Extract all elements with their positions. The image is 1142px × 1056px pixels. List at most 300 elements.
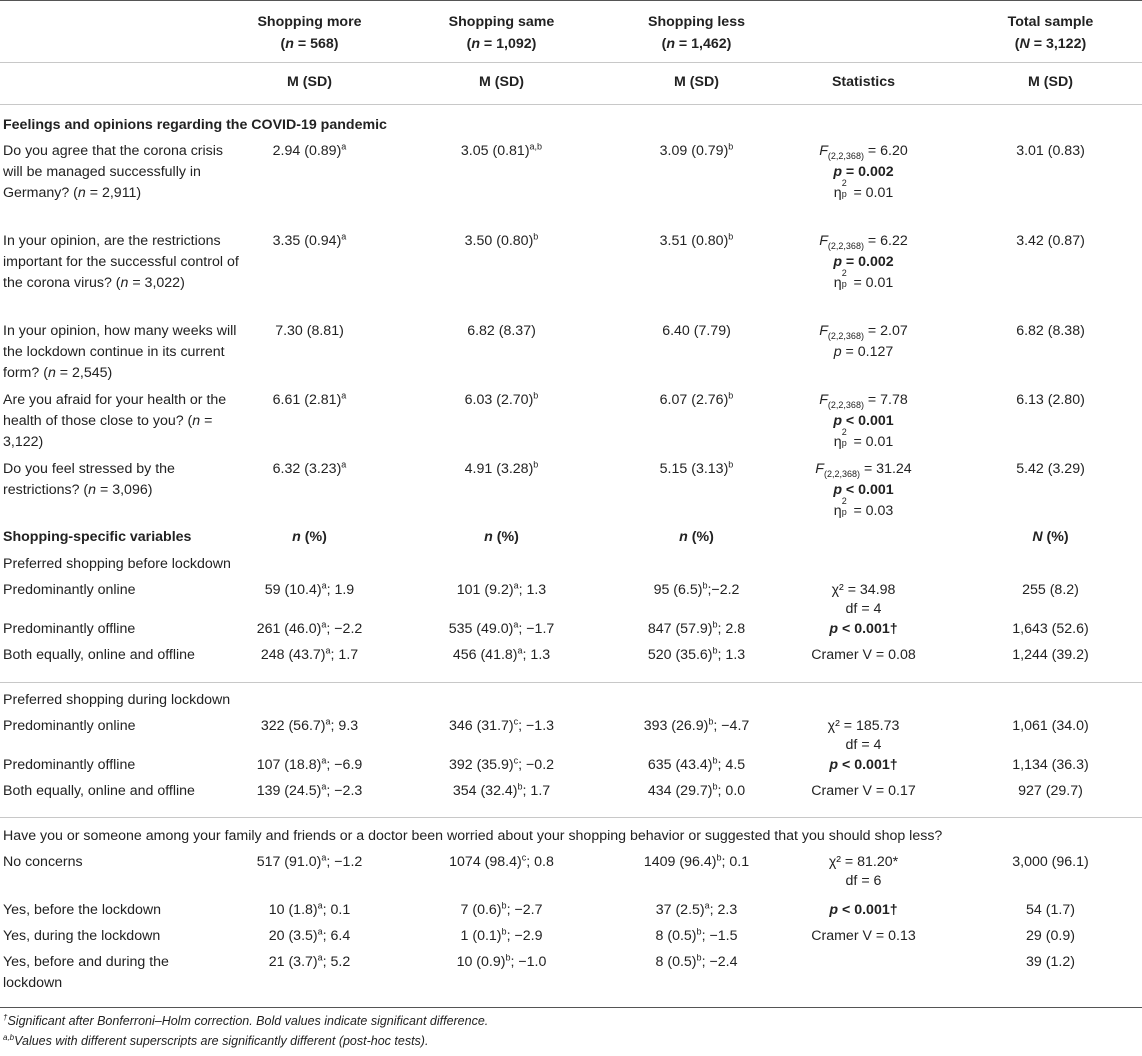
mean-sd-value: 6.03 (2.70) [464, 392, 534, 408]
total-mean-sd: 3.01 (0.83) [1016, 143, 1085, 159]
n-value: 1,462 [691, 36, 727, 52]
f-df: (2,2,368) [827, 399, 864, 410]
post-hoc-superscript: a [341, 141, 347, 152]
footnote-bonferroni [3, 1014, 488, 1028]
f-label: F [819, 323, 828, 339]
mean-sd-same [424, 459, 579, 480]
total-count: 255 (8.2) [1022, 582, 1079, 598]
col-header-total-sample: Total sample (N = 3,122) [1007, 14, 1094, 52]
adjusted-residual: ; −2.7 [506, 902, 543, 918]
eta-sub: p [841, 507, 847, 517]
post-hoc-superscript: a [321, 755, 327, 766]
eta-sup: 2 [841, 496, 847, 506]
footnote-mark: † [3, 1012, 8, 1022]
group-label: Have you or someone among your family and friends or a doctor been worried about your shopping behavior or suggested that you should shop less? [3, 828, 943, 844]
count-same [424, 900, 579, 921]
post-hoc-superscript: b [728, 459, 734, 470]
chi-square: χ² = 185.73 [827, 718, 900, 734]
adjusted-residual: ; 0.1 [721, 854, 750, 870]
n-percent-head: n (%) [484, 529, 519, 545]
f-label: F [819, 233, 828, 249]
count-less [619, 716, 774, 737]
f-statistic [786, 231, 941, 252]
col-title: Shopping more [257, 14, 362, 30]
count-value: 517 (91.0) [256, 854, 322, 870]
count-value: 520 (35.6) [647, 647, 713, 663]
count-more [232, 952, 387, 973]
adjusted-residual: ; −1.2 [326, 854, 363, 870]
adjusted-residual: ; −6.9 [326, 757, 363, 773]
mean-sd-less [619, 141, 774, 162]
count-same [424, 781, 579, 802]
f-label: F [819, 392, 828, 408]
table-bottom-rule [0, 1007, 1142, 1008]
count-value: 139 (24.5) [256, 783, 322, 799]
post-hoc-superscript: b [501, 900, 507, 911]
footnote-text: Significant after Bonferroni–Holm correction. Bold values indicate significant difference. [7, 1014, 489, 1028]
cramer-v: Cramer V = 0.08 [811, 647, 916, 663]
p-value: p = 0.127 [833, 344, 894, 360]
post-hoc-superscript: a [321, 580, 327, 591]
post-hoc-superscript: b [501, 926, 507, 937]
post-hoc-superscript: a [341, 231, 347, 242]
degrees-of-freedom: df = 6 [845, 873, 882, 889]
mean-sd-value: 3.09 (0.79) [659, 143, 729, 159]
f-df: (2,2,368) [823, 468, 860, 479]
col-title: Total sample [1007, 14, 1094, 30]
f-label: F [819, 143, 828, 159]
mean-sd-less [619, 231, 774, 252]
count-less [619, 926, 774, 947]
count-value: 107 (18.8) [256, 757, 322, 773]
eta-value: = 0.01 [853, 275, 894, 291]
p-value: p < 0.001† [829, 621, 898, 637]
chi-square: χ² = 34.98 [831, 582, 896, 598]
mean-sd-same [424, 231, 579, 252]
eta-squared [786, 427, 941, 453]
n-label: N [1019, 36, 1030, 52]
stat-cell [786, 141, 941, 204]
mean-sd-less [619, 390, 774, 411]
chi-square: χ² = 81.20* [828, 854, 899, 870]
n-percent-head: n (%) [679, 529, 714, 545]
question-text: Do you feel stressed by the restrictions? (n = 3,096) [3, 461, 175, 498]
section-title-feelings: Feelings and opinions regarding the COVID-19 pandemic [3, 117, 387, 133]
total-mean-sd: 5.42 (3.29) [1016, 461, 1085, 477]
adjusted-residual: ; −2.4 [701, 954, 738, 970]
col-header-shopping-same: Shopping same (n = 1,092) [448, 14, 555, 52]
degrees-of-freedom: df = 4 [845, 601, 882, 617]
question-text: Are you afraid for your health or the health of those close to you? (n = 3,122) [3, 392, 227, 450]
eta-char: η [833, 503, 842, 519]
row-label: No concerns [3, 854, 83, 870]
post-hoc-superscript: b [712, 781, 718, 792]
eta-symbol [833, 178, 847, 204]
eta-value: = 0.01 [853, 434, 894, 450]
f-statistic [786, 141, 941, 162]
post-hoc-superscript: a [517, 645, 523, 656]
eta-squared [786, 268, 941, 294]
count-value: 95 (6.5) [653, 582, 703, 598]
count-more [232, 852, 387, 873]
table-top-rule [0, 0, 1142, 1]
eta-sub: p [841, 438, 847, 448]
count-value: 59 (10.4) [264, 582, 322, 598]
adjusted-residual: ; 4.5 [717, 757, 746, 773]
f-df: (2,2,368) [827, 150, 864, 161]
count-value: 535 (49.0) [448, 621, 514, 637]
adjusted-residual: ;−2.2 [707, 582, 740, 598]
count-value: 8 (0.5) [655, 954, 697, 970]
mean-sd-value: 3.05 (0.81) [460, 143, 530, 159]
row-label: Yes, before the lockdown [3, 902, 162, 918]
count-same [424, 716, 579, 737]
n-value: 1,092 [496, 36, 532, 52]
mean-sd-more [232, 231, 387, 252]
n-percent-head: n (%) [292, 529, 327, 545]
p-value: p < 0.001† [829, 757, 898, 773]
adjusted-residual: ; 1.3 [717, 647, 746, 663]
adjusted-residual: ; −0.2 [518, 757, 555, 773]
count-value: 1074 (98.4) [449, 854, 522, 870]
total-count: 3,000 (96.1) [1012, 854, 1089, 870]
adjusted-residual: ; −2.9 [506, 928, 543, 944]
adjusted-residual: ; 2.8 [717, 621, 746, 637]
n-value: 568 [310, 36, 334, 52]
count-value: 456 (41.8) [452, 647, 518, 663]
colhead-more-n [232, 527, 387, 548]
post-hoc-superscript: b [728, 231, 734, 242]
count-same [424, 926, 579, 947]
post-hoc-superscript: a [321, 852, 327, 863]
header-bottom-rule [0, 104, 1142, 105]
row-label: Predominantly online [3, 718, 136, 734]
mean-sd-same [424, 141, 579, 162]
col-title: Shopping same [448, 14, 555, 30]
adjusted-residual: ; −1.3 [518, 718, 555, 734]
post-hoc-superscript: b [708, 716, 714, 727]
post-hoc-superscript: b [533, 231, 539, 242]
question-text: Do you agree that the corona crisis will be managed successfully in Germany? (n = 2,911) [3, 143, 224, 201]
n-label: n [666, 36, 675, 52]
f-label: F [815, 461, 824, 477]
adjusted-residual: ; 1.7 [522, 783, 551, 799]
count-less [619, 645, 774, 666]
post-hoc-superscript: a [704, 900, 710, 911]
colhead-same-n [424, 527, 579, 548]
total-count: 39 (1.2) [1026, 954, 1075, 970]
count-less [619, 580, 774, 601]
post-hoc-superscript: a [513, 619, 519, 630]
f-value: = 6.22 [867, 233, 908, 249]
count-value: 635 (43.4) [647, 757, 713, 773]
post-hoc-superscript: c [521, 852, 527, 863]
n-percent-head-total: N (%) [1032, 529, 1069, 545]
eta-sup: 2 [841, 178, 847, 188]
section-title-shopping: Shopping-specific variables [3, 529, 192, 545]
total-count: 927 (29.7) [1018, 783, 1083, 799]
adjusted-residual: ; 5.2 [322, 954, 351, 970]
mean-sd-value: 3.50 (0.80) [464, 233, 534, 249]
post-hoc-superscript: a [341, 390, 347, 401]
mean-sd-value: 5.15 (3.13) [659, 461, 729, 477]
eta-squared [786, 178, 941, 204]
post-hoc-superscript: b [696, 926, 702, 937]
mean-sd-value: 3.35 (0.94) [272, 233, 342, 249]
count-same [424, 952, 579, 973]
mean-sd-value: 6.32 (3.23) [272, 461, 342, 477]
mean-sd-value: 6.07 (2.76) [659, 392, 729, 408]
count-same [424, 619, 579, 640]
stat-cell [786, 390, 941, 453]
mean-sd-less [619, 321, 774, 342]
group-label: Preferred shopping before lockdown [3, 556, 231, 572]
total-mean-sd: 3.42 (0.87) [1016, 233, 1085, 249]
group-label: Preferred shopping during lockdown [3, 692, 231, 708]
adjusted-residual: ; 9.3 [330, 718, 359, 734]
total-count: 1,061 (34.0) [1012, 718, 1089, 734]
adjusted-residual: ; 1.3 [522, 647, 551, 663]
count-value: 7 (0.6) [460, 902, 502, 918]
eta-char: η [833, 434, 842, 450]
count-more [232, 580, 387, 601]
mean-sd-value: 6.61 (2.81) [272, 392, 342, 408]
mean-sd-same [424, 390, 579, 411]
question-text: In your opinion, are the restrictions important for the successful control of the corona virus? (n = 3,022) [3, 233, 239, 291]
count-more [232, 900, 387, 921]
col-header-shopping-more: Shopping more (n = 568) [257, 14, 362, 52]
post-hoc-superscript: b [533, 459, 539, 470]
count-value: 21 (3.7) [268, 954, 318, 970]
colhead-less-n [619, 527, 774, 548]
count-more [232, 716, 387, 737]
p-value: p < 0.001 [833, 413, 894, 429]
post-hoc-superscript: b [533, 390, 539, 401]
count-less [619, 755, 774, 776]
row-label: Yes, before and during the lockdown [3, 954, 169, 991]
eta-value: = 0.03 [853, 503, 894, 519]
stat-cell [786, 231, 941, 294]
adjusted-residual: ; 6.4 [322, 928, 351, 944]
count-value: 37 (2.5) [655, 902, 705, 918]
n-value: 3,122 [1045, 36, 1082, 52]
post-hoc-superscript: a [321, 619, 327, 630]
count-value: 261 (46.0) [256, 621, 322, 637]
stat-cell [786, 321, 941, 363]
count-same [424, 852, 579, 873]
adjusted-residual: ; 0.0 [717, 783, 746, 799]
cramer-v: Cramer V = 0.13 [811, 928, 916, 944]
degrees-of-freedom: df = 4 [845, 737, 882, 753]
stat-cell [786, 459, 941, 522]
group-divider-2 [0, 817, 1142, 818]
question-text: In your opinion, how many weeks will the lockdown continue in its current form? (n = 2,545) [3, 323, 237, 381]
count-value: 20 (3.5) [268, 928, 318, 944]
total-mean-sd: 6.82 (8.38) [1016, 323, 1085, 339]
post-hoc-superscript: c [513, 755, 519, 766]
p-value: p = 0.002 [833, 164, 894, 180]
adjusted-residual: ; 1.3 [518, 582, 547, 598]
count-value: 8 (0.5) [655, 928, 697, 944]
post-hoc-superscript: b [517, 781, 523, 792]
count-more [232, 645, 387, 666]
total-count: 29 (0.9) [1026, 928, 1075, 944]
count-same [424, 580, 579, 601]
mean-sd-same [424, 321, 579, 342]
subhead-more: M (SD) [287, 74, 332, 90]
row-label: Predominantly offline [3, 757, 136, 773]
eta-squared [786, 496, 941, 522]
count-value: 10 (1.8) [268, 902, 318, 918]
count-value: 434 (29.7) [647, 783, 713, 799]
post-hoc-superscript: b [716, 852, 722, 863]
eta-sup: 2 [841, 268, 847, 278]
f-value: = 7.78 [867, 392, 908, 408]
count-value: 1 (0.1) [460, 928, 502, 944]
subhead-less: M (SD) [674, 74, 719, 90]
count-less [619, 900, 774, 921]
footnote-mark: a,b [3, 1032, 15, 1042]
eta-symbol [833, 427, 847, 453]
adjusted-residual: ; −2.3 [326, 783, 363, 799]
total-count: 1,134 (36.3) [1012, 757, 1089, 773]
count-value: 346 (31.7) [448, 718, 514, 734]
post-hoc-superscript: a,b [529, 141, 543, 152]
eta-sup: 2 [841, 427, 847, 437]
mean-sd-more [232, 141, 387, 162]
post-hoc-superscript: b [696, 952, 702, 963]
f-statistic [786, 390, 941, 411]
footnote-text: Values with different superscripts are significantly different (post-hoc tests). [14, 1034, 429, 1048]
count-less [619, 781, 774, 802]
f-df: (2,2,368) [827, 330, 864, 341]
row-label: Both equally, online and offline [3, 647, 195, 663]
post-hoc-superscript: a [341, 459, 347, 470]
post-hoc-superscript: b [728, 390, 734, 401]
eta-symbol [833, 268, 847, 294]
total-mean-sd: 6.13 (2.80) [1016, 392, 1085, 408]
count-value: 354 (32.4) [452, 783, 518, 799]
count-more [232, 619, 387, 640]
post-hoc-superscript: a [321, 781, 327, 792]
f-value: = 31.24 [863, 461, 912, 477]
count-value: 393 (26.9) [643, 718, 709, 734]
header-divider [0, 62, 1142, 63]
post-hoc-superscript: a [317, 952, 323, 963]
eta-char: η [833, 185, 842, 201]
post-hoc-superscript: b [728, 141, 734, 152]
adjusted-residual: ; 0.8 [526, 854, 554, 870]
adjusted-residual: ; −1.5 [701, 928, 738, 944]
eta-symbol [833, 496, 847, 522]
adjusted-residual: ; −2.2 [326, 621, 363, 637]
count-same [424, 755, 579, 776]
f-value: = 6.20 [867, 143, 908, 159]
mean-sd-more [232, 390, 387, 411]
f-df: (2,2,368) [827, 240, 864, 251]
count-less [619, 852, 774, 873]
cramer-v: Cramer V = 0.17 [811, 783, 916, 799]
mean-sd-value: 6.40 (7.79) [662, 323, 731, 339]
count-value: 10 (0.9) [456, 954, 506, 970]
adjusted-residual: ; 1.9 [326, 582, 355, 598]
post-hoc-superscript: a [325, 716, 331, 727]
group-divider-1 [0, 682, 1142, 683]
eta-value: = 0.01 [853, 185, 894, 201]
adjusted-residual: ; −4.7 [713, 718, 750, 734]
mean-sd-value: 6.82 (8.37) [467, 323, 536, 339]
mean-sd-less [619, 459, 774, 480]
eta-sub: p [841, 189, 847, 199]
post-hoc-superscript: c [513, 716, 519, 727]
total-count: 1,244 (39.2) [1012, 647, 1089, 663]
count-less [619, 952, 774, 973]
count-less [619, 619, 774, 640]
p-value: p = 0.002 [833, 254, 894, 270]
count-value: 1409 (96.4) [643, 854, 717, 870]
eta-sub: p [841, 279, 847, 289]
subhead-statistics: Statistics [831, 74, 896, 90]
f-statistic [786, 459, 941, 480]
adjusted-residual: ; 2.3 [709, 902, 738, 918]
p-value: p < 0.001 [833, 482, 894, 498]
total-count: 1,643 (52.6) [1012, 621, 1089, 637]
adjusted-residual: ; 1.7 [330, 647, 359, 663]
total-count: 54 (1.7) [1026, 902, 1075, 918]
eta-char: η [833, 275, 842, 291]
count-same [424, 645, 579, 666]
mean-sd-value: 7.30 (8.81) [275, 323, 344, 339]
post-hoc-superscript: a [325, 645, 331, 656]
mean-sd-value: 4.91 (3.28) [464, 461, 534, 477]
post-hoc-superscript: a [317, 926, 323, 937]
mean-sd-more [232, 321, 387, 342]
subhead-total: M (SD) [1028, 74, 1073, 90]
count-more [232, 926, 387, 947]
post-hoc-superscript: a [513, 580, 519, 591]
count-value: 101 (9.2) [456, 582, 514, 598]
mean-sd-value: 2.94 (0.89) [272, 143, 342, 159]
row-label: Predominantly online [3, 582, 136, 598]
subhead-same: M (SD) [479, 74, 524, 90]
colhead-total-n [973, 527, 1128, 548]
post-hoc-superscript: b [712, 645, 718, 656]
post-hoc-superscript: b [702, 580, 708, 591]
post-hoc-superscript: b [712, 619, 718, 630]
post-hoc-superscript: b [712, 755, 718, 766]
adjusted-residual: ; 0.1 [322, 902, 351, 918]
row-label: Both equally, online and offline [3, 783, 195, 799]
col-title: Shopping less [648, 14, 745, 30]
footnote-superscripts [3, 1034, 428, 1048]
post-hoc-superscript: a [317, 900, 323, 911]
count-value: 248 (43.7) [260, 647, 326, 663]
mean-sd-value: 3.51 (0.80) [659, 233, 729, 249]
adjusted-residual: ; −1.7 [518, 621, 555, 637]
count-value: 847 (57.9) [647, 621, 713, 637]
row-label: Predominantly offline [3, 621, 136, 637]
col-header-shopping-less: Shopping less (n = 1,462) [648, 14, 745, 52]
f-value: = 2.07 [867, 323, 908, 339]
mean-sd-more [232, 459, 387, 480]
count-value: 322 (56.7) [260, 718, 326, 734]
n-label: n [471, 36, 480, 52]
p-value: p < 0.001† [829, 902, 898, 918]
n-label: n [285, 36, 294, 52]
post-hoc-superscript: b [505, 952, 511, 963]
row-label: Yes, during the lockdown [3, 928, 161, 944]
f-statistic [786, 321, 941, 342]
